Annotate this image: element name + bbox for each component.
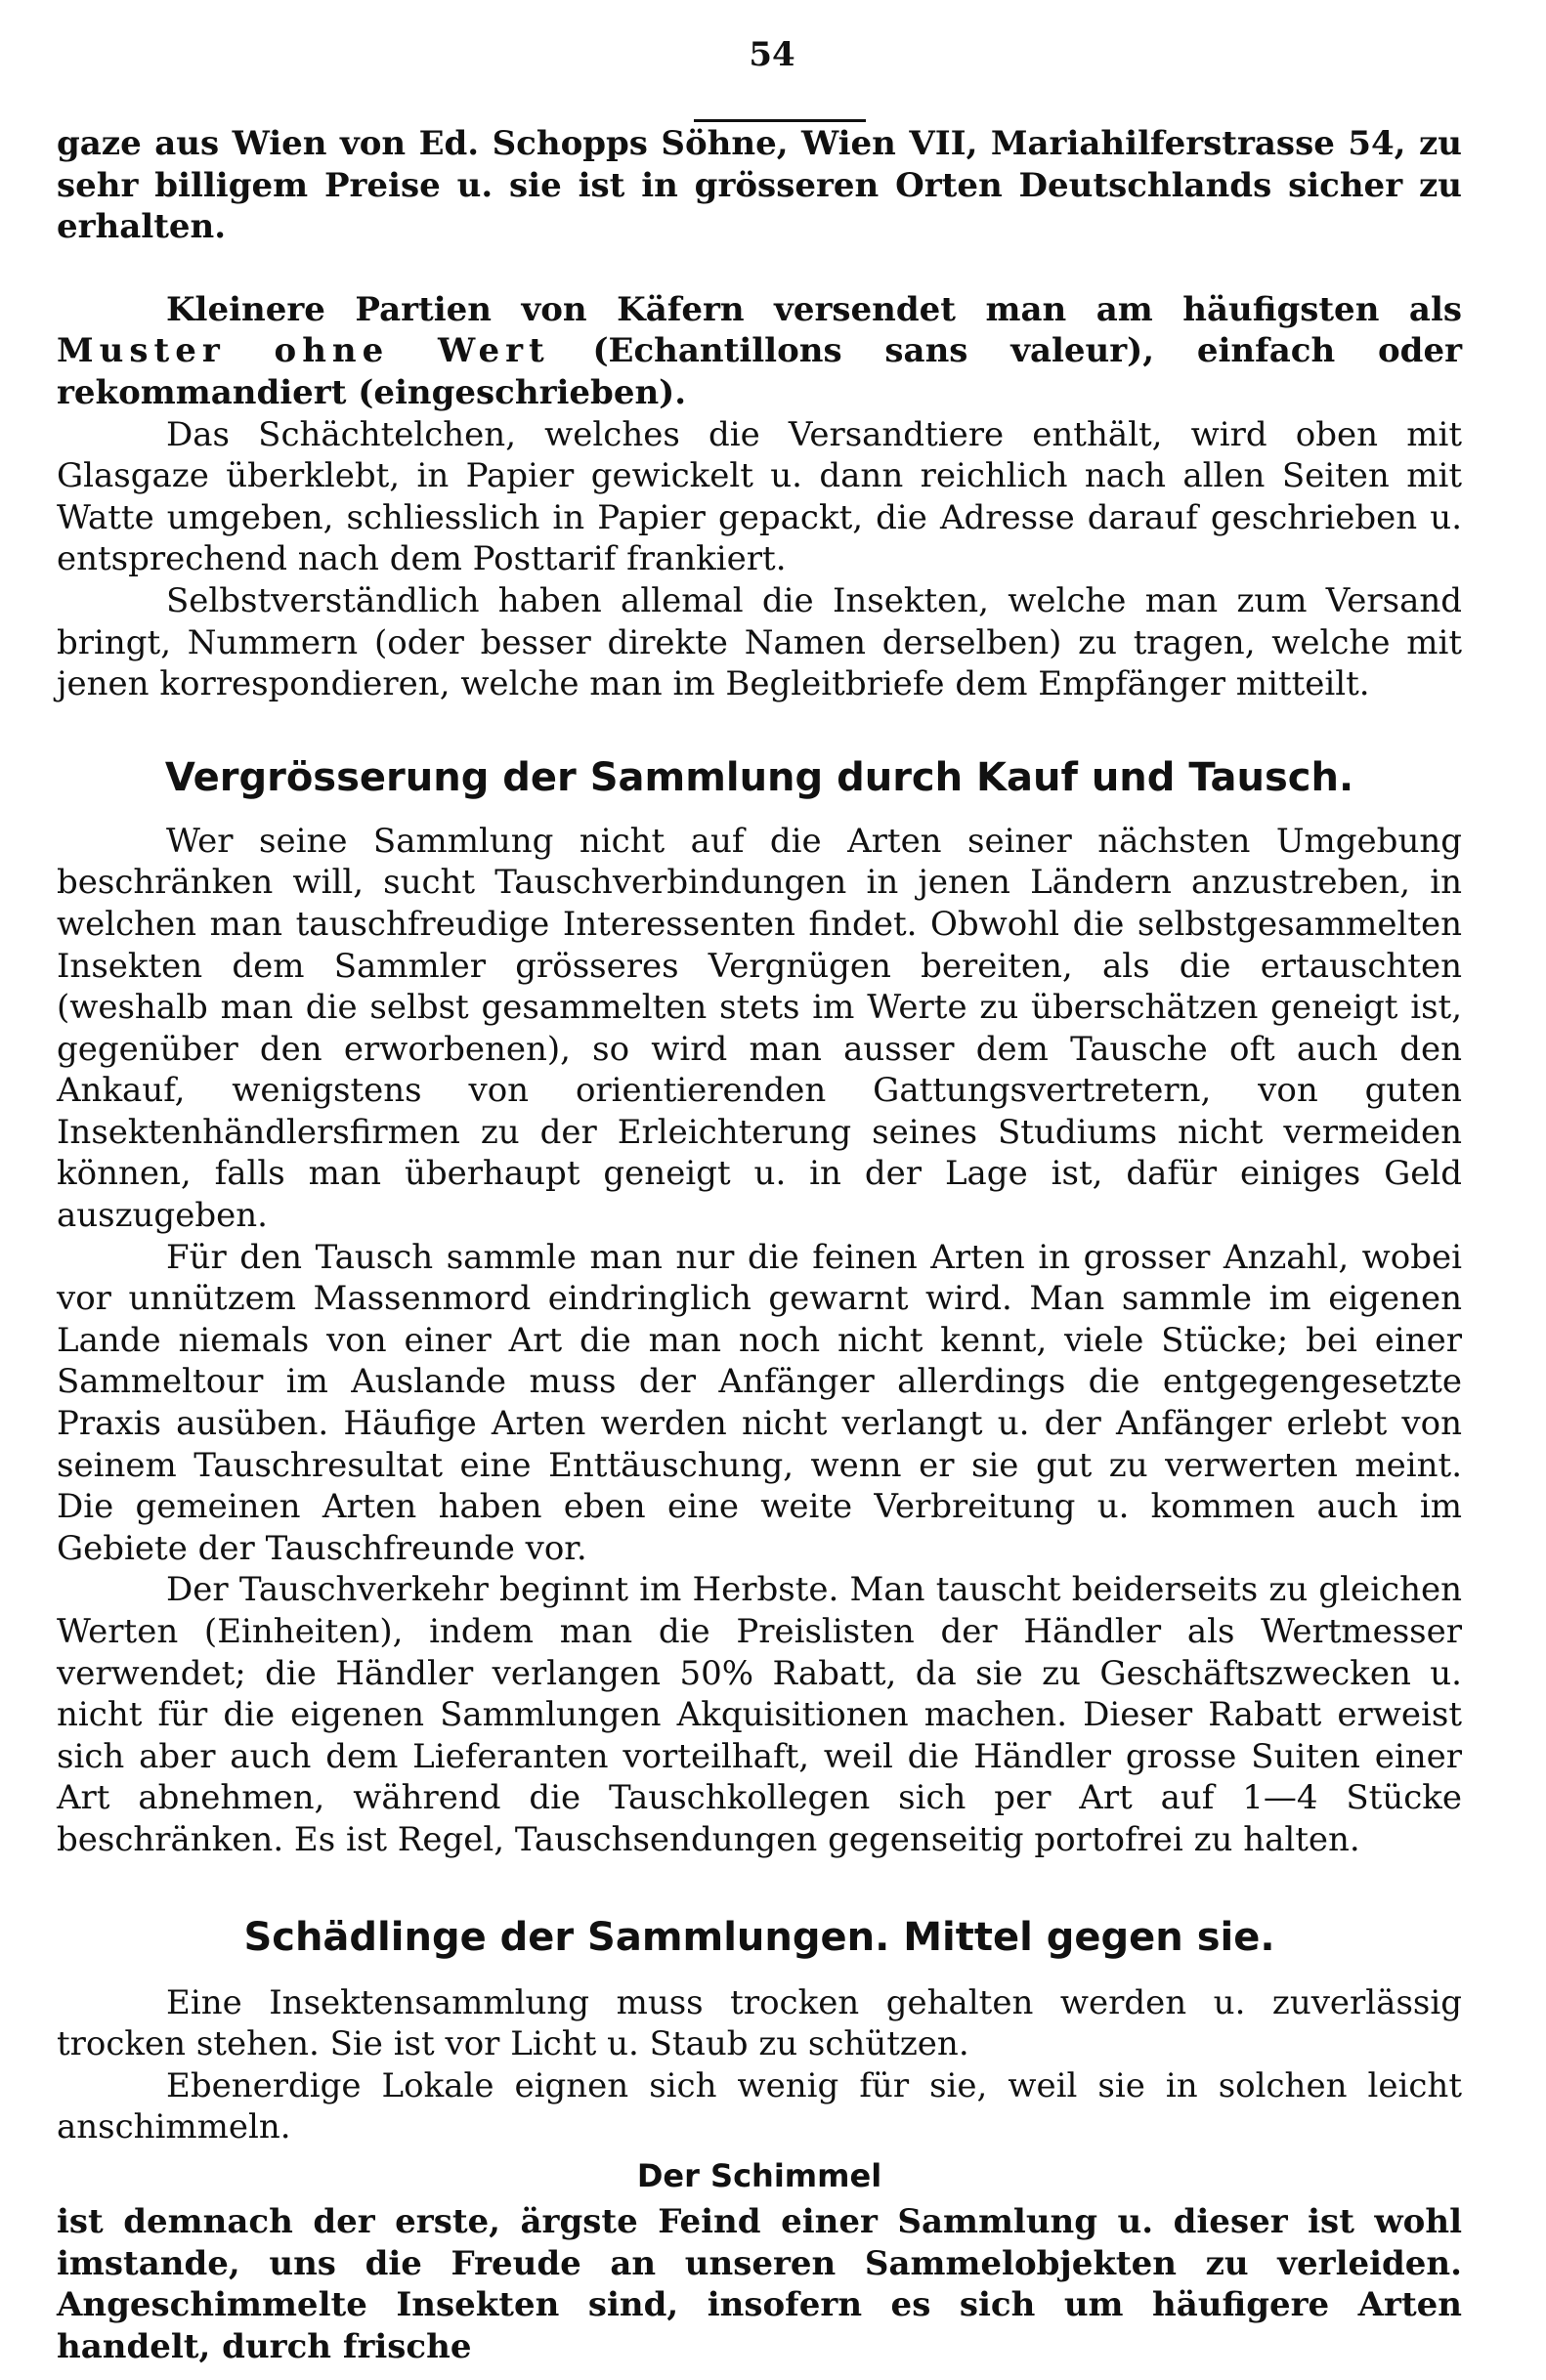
page-number: 54 xyxy=(749,35,795,74)
spaced-term: Muster ohne Wert xyxy=(57,331,550,371)
header-rule xyxy=(694,119,866,122)
paragraph-gap xyxy=(57,248,1462,289)
schaedlinge-paragraph-2: Ebenerdige Lokale eignen sich wenig für sie, weil sie in solchen leicht anschimmeln. xyxy=(57,2065,1462,2147)
schimmel-paragraph: ist demnach der erste, ärgste Feind einer Sammlung u. dieser ist wohl imstande, uns die Freude an unseren Sammelobjekten zu verleiden. Angeschimmelte Insekten sind, insofern es sich um häufigere Arten handelt, durch frische xyxy=(57,2201,1462,2366)
shipping-paragraph-1 xyxy=(57,289,1462,414)
intro-paragraph: gaze aus Wien von Ed. Schopps Söhne, Wien VII, Mariahilferstrasse 54, zu sehr billigem Preise u. sie ist in grösseren Orten Deutschlands sicher zu erhalten. xyxy=(57,124,1462,247)
kauf-tausch-paragraph-1: Wer seine Sammlung nicht auf die Arten seiner nächsten Umgebung beschränken will, sucht Tauschverbindungen in jenen Ländern anzustreben, in welchen man tauschfreudige Interessenten findet. Obwohl die selbstgesammelten Insekten dem Sammler grösseres Vergnügen bereiten, als die ertauschten (weshalb man die selbst gesammelten stets im Werte zu überschätzen geneigt ist, gegenüber den erworbenen), so wird man ausser dem Tausche oft auch den Ankauf, wenigstens von orientierenden Gattungsvertretern, von guten Insektenhändlersfirmen zu der Erleichterung seines Studiums nicht vermeiden können, falls man überhaupt geneigt u. in der Lage ist, dafür einiges Geld auszugeben. xyxy=(57,821,1462,1236)
schaedlinge-paragraph-1: Eine Insektensammlung muss trocken gehalten werden u. zuverlässig trocken stehen. Sie ist vor Licht u. Staub zu schützen. xyxy=(57,1982,1462,2064)
section-heading-kauf-tausch: Vergrösserung der Sammlung durch Kauf und Tausch. xyxy=(164,754,1354,800)
shipping-paragraph-3: Selbstverständlich haben allemal die Insekten, welche man zum Versand bringt, Nummern (oder besser direkte Namen derselben) zu tragen, welche mit jenen korrespondieren, welche man im Begleitbriefe dem Empfänger mitteilt. xyxy=(57,580,1462,704)
page-body xyxy=(57,123,1462,2367)
shipping-text-before: Kleinere Partien von Käfern versendet man am häufigsten als xyxy=(166,289,1462,329)
shipping-paragraph-2: Das Schächtelchen, welches die Versandtiere enthält, wird oben mit Glasgaze überklebt, in Papier gewickelt u. dann reichlich nach allen Seiten mit Watte umgeben, schliesslich in Papier gepackt, die Adresse darauf geschrieben u. entsprechend nach dem Posttarif frankiert. xyxy=(57,414,1462,579)
shipping-text-after: (Echantillons sans valeur), einfach oder rekommandiert (eingeschrieben). xyxy=(57,331,1462,412)
kauf-tausch-paragraph-2: Für den Tausch sammle man nur die feinen Arten in grosser Anzahl, wobei vor unnützem Massenmord eindringlich gewarnt wird. Man sammle im eigenen Lande niemals von einer Art die man noch nicht kennt, viele Stücke; bei einer Sammeltour im Auslande muss der Anfänger allerdings die entgegengesetzte Praxis ausüben. Häufige Arten werden nicht verlangt u. der Anfänger erlebt von seinem Tauschresultat eine Enttäuschung, wenn er sie gut zu verwerten meint. Die gemeinen Arten haben eben eine weite Verbreitung u. kommen auch im Gebiete der Tauschfreunde vor. xyxy=(57,1237,1462,1568)
subheading-schimmel: Der Schimmel xyxy=(636,2156,882,2194)
section-heading-schaedlinge: Schädlinge der Sammlungen. Mittel gegen sie. xyxy=(243,1914,1275,1960)
kauf-tausch-paragraph-3: Der Tauschverkehr beginnt im Herbste. Man tauscht beiderseits zu gleichen Werten (Einheiten), indem man die Preislisten der Händler als Wertmesser verwendet; die Händler verlangen 50% Rabatt, da sie zu Geschäftszwecken u. nicht für die eigenen Sammlungen Akquisitionen machen. Dieser Rabatt erweist sich aber auch dem Lieferanten vorteilhaft, weil die Händler grosse Suiten einer Art abnehmen, während die Tauschkollegen sich per Art auf 1—4 Stücke beschränken. Es ist Regel, Tauschsendungen gegenseitig portofrei zu halten. xyxy=(57,1570,1462,1859)
